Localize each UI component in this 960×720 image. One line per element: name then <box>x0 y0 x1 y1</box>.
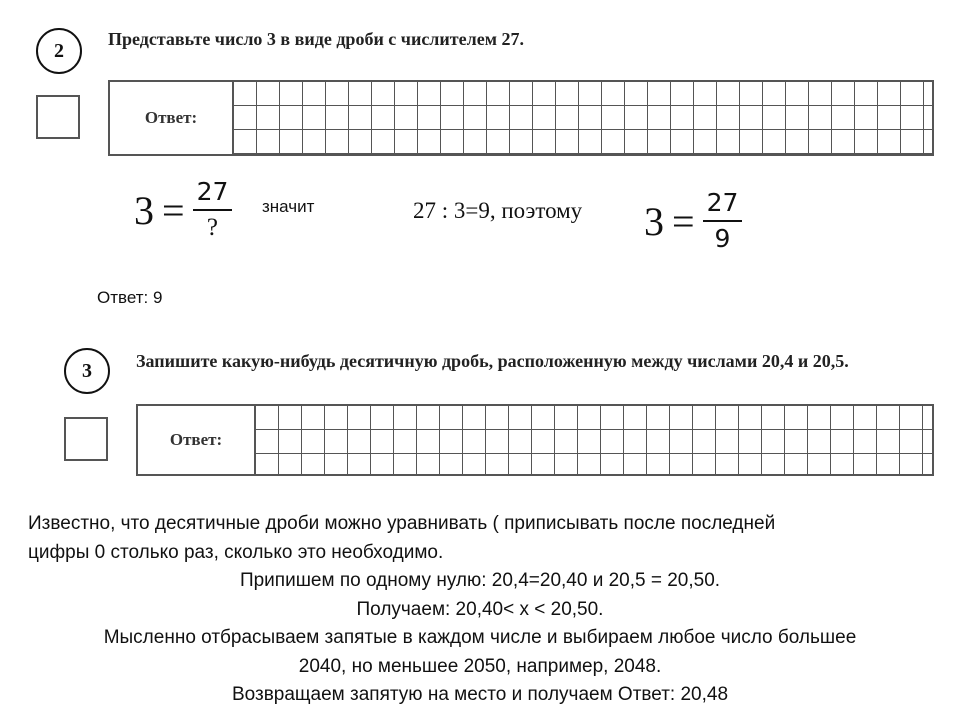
answer-grid[interactable] <box>232 82 932 154</box>
task-number: 2 <box>54 39 64 62</box>
explanation-block <box>28 510 932 710</box>
answer-label: Ответ: <box>169 430 223 449</box>
equals-sign: = <box>672 198 695 244</box>
explanation-line: Мысленно отбрасываем запятые в каждом числе и выбираем любое число большее <box>103 627 857 648</box>
numerator: 27 <box>196 177 229 206</box>
denominator: ? <box>206 214 219 241</box>
explanation-line: Возвращаем запятую на место и получаем Ответ: 20,48 <box>231 684 729 705</box>
explanation-line: Известно, что десятичные дроби можно уравнивать ( приписывать после последней <box>28 513 776 534</box>
answer-label: Ответ: <box>144 108 198 127</box>
division-step: 27 : 3=9, поэтому <box>413 198 583 223</box>
task-text: Запишите какую-нибудь десятичную дробь, расположенную между числами 20,4 и 20,5. <box>136 351 849 371</box>
task-number-badge <box>36 28 82 74</box>
answer-checkbox[interactable] <box>36 95 80 139</box>
explanation-line: 2040, но меньшее 2050, например, 2048. <box>298 655 662 677</box>
fraction-result-formula <box>644 189 742 253</box>
denominator: 9 <box>714 224 731 253</box>
whole-number: 3 <box>134 187 154 233</box>
fraction <box>193 178 233 242</box>
whole-number: 3 <box>644 198 664 244</box>
explanation-line: Получаем: 20,40< х < 20,50. <box>356 598 604 620</box>
answer-checkbox[interactable] <box>64 417 108 461</box>
fraction-bar <box>193 209 233 211</box>
answer-grid[interactable] <box>254 406 932 474</box>
task-number-badge <box>64 348 110 394</box>
explanation-line: Припишем по одному нулю: 20,4=20,40 и 20,5 = 20,50. <box>239 570 721 591</box>
task-number: 3 <box>82 359 92 382</box>
explanation-line: цифры 0 столько раз, сколько это необходимо. <box>28 541 444 563</box>
answer-field[interactable] <box>108 80 934 156</box>
answer-field[interactable] <box>136 404 934 476</box>
znachit-word: значит <box>262 197 315 216</box>
answer-text: Ответ: 9 <box>97 288 163 307</box>
fraction-bar <box>703 220 743 222</box>
equals-sign: = <box>162 187 185 233</box>
task-text: Представьте число 3 в виде дроби с числителем 27. <box>108 29 524 49</box>
fraction-question-formula <box>134 178 232 242</box>
fraction <box>703 189 743 253</box>
numerator: 27 <box>706 188 739 217</box>
